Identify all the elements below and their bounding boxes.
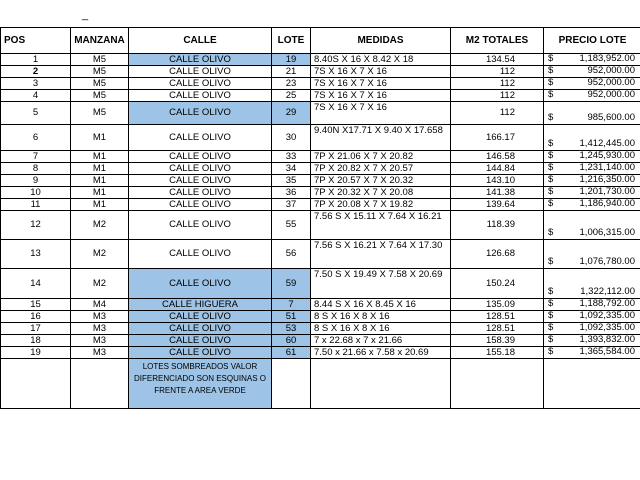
price-amount: 1,322,112.00 (580, 286, 635, 297)
cell-medidas: 7S X 16 X 7 X 16 (311, 102, 451, 125)
cell-precio (544, 102, 640, 125)
cell-pos: 12 (1, 211, 71, 240)
cell-medidas: 7.50 S X 19.49 X 7.58 X 20.69 (311, 269, 451, 299)
cell-medidas: 8.40S X 16 X 8.42 X 18 (311, 54, 451, 66)
price-amount: 952,000.00 (587, 77, 635, 88)
currency-symbol: $ (548, 89, 554, 100)
cell-precio (544, 151, 640, 163)
cell-lote: 23 (272, 78, 311, 90)
table-row (1, 125, 640, 151)
cell-pos: 10 (1, 187, 71, 199)
cell-pos: 19 (1, 347, 71, 359)
currency-symbol: $ (548, 112, 554, 123)
cell-m2-totales: 143.10 (451, 175, 544, 187)
cell-manzana: M1 (71, 163, 129, 175)
cell-calle: CALLE OLIVO (129, 199, 272, 211)
cell-medidas: 7P X 21.06 X 7 X 20.82 (311, 151, 451, 163)
cell-calle: CALLE OLIVO (129, 78, 272, 90)
price-amount: 1,188,792.00 (579, 298, 635, 309)
cell-m2-totales: 128.51 (451, 311, 544, 323)
cell-precio (544, 66, 640, 78)
cell-lote: 60 (272, 335, 311, 347)
cell-precio (544, 54, 640, 66)
cell-calle: CALLE OLIVO (129, 151, 272, 163)
cell-pos: 16 (1, 311, 71, 323)
cell-m2-totales: 155.18 (451, 347, 544, 359)
cell-lote: 61 (272, 347, 311, 359)
cell-medidas: 7.56 S X 15.11 X 7.64 X 16.21 (311, 211, 451, 240)
cell-precio (544, 90, 640, 102)
cell-manzana: M3 (71, 347, 129, 359)
table-row (1, 299, 640, 311)
table-row (1, 102, 640, 125)
header-pos: POS (1, 28, 71, 54)
table-row (1, 240, 640, 269)
cell-medidas: 7P X 20.82 X 7 X 20.57 (311, 163, 451, 175)
cell-m2-totales: 128.51 (451, 323, 544, 335)
cell-medidas: 7.56 S X 16.21 X 7.64 X 17.30 (311, 240, 451, 269)
table-row (1, 175, 640, 187)
cell-manzana: M1 (71, 151, 129, 163)
cell-lote: 33 (272, 151, 311, 163)
cell-lote: 7 (272, 299, 311, 311)
price-amount: 1,006,315.00 (579, 227, 635, 238)
currency-symbol: $ (548, 150, 554, 161)
currency-symbol: $ (548, 334, 554, 345)
cell-precio (544, 269, 640, 299)
cell-medidas: 7P X 20.32 X 7 X 20.08 (311, 187, 451, 199)
cell-medidas: 8 S X 16 X 8 X 16 (311, 311, 451, 323)
cell-calle: CALLE OLIVO (129, 311, 272, 323)
price-amount: 1,365,584.00 (579, 346, 635, 357)
header-manzana: MANZANA (71, 28, 129, 54)
cell-m2-totales: 112 (451, 90, 544, 102)
table-row (1, 90, 640, 102)
currency-symbol: $ (548, 198, 554, 209)
note-empty-cell (71, 359, 129, 409)
price-amount: 1,216,350.00 (579, 174, 635, 185)
cell-m2-totales: 150.24 (451, 269, 544, 299)
cell-manzana: M5 (71, 102, 129, 125)
cell-manzana: M4 (71, 299, 129, 311)
shading-note: LOTES SOMBREADOS VALOR DIFERENCIADO SON ESQUINAS O FRENTE A AREA VERDE (129, 359, 272, 409)
note-empty-cell (1, 359, 71, 409)
cell-lote: 56 (272, 240, 311, 269)
currency-symbol: $ (548, 186, 554, 197)
cell-calle: CALLE OLIVO (129, 54, 272, 66)
currency-symbol: $ (548, 346, 554, 357)
cell-medidas: 7P X 20.57 X 7 X 20.32 (311, 175, 451, 187)
cell-medidas: 9.40N X17.71 X 9.40 X 17.658 (311, 125, 451, 151)
price-amount: 1,393,832.00 (579, 334, 635, 345)
note-empty-cell (272, 359, 311, 409)
cell-lote: 21 (272, 66, 311, 78)
cell-calle: CALLE OLIVO (129, 90, 272, 102)
table-row (1, 151, 640, 163)
cell-manzana: M1 (71, 125, 129, 151)
currency-symbol: $ (548, 174, 554, 185)
cell-precio (544, 240, 640, 269)
cell-pos: 7 (1, 151, 71, 163)
cell-manzana: M3 (71, 311, 129, 323)
cell-m2-totales: 139.64 (451, 199, 544, 211)
currency-symbol: $ (548, 286, 554, 297)
cell-calle: CALLE OLIVO (129, 187, 272, 199)
header-lote: LOTE (272, 28, 311, 54)
table-row (1, 335, 640, 347)
cell-medidas: 7P X 20.08 X 7 X 19.82 (311, 199, 451, 211)
cell-pos: 15 (1, 299, 71, 311)
currency-symbol: $ (548, 65, 554, 76)
cell-m2-totales: 134.54 (451, 54, 544, 66)
price-amount: 1,183,952.00 (579, 53, 635, 64)
table-row (1, 323, 640, 335)
currency-symbol: $ (548, 310, 554, 321)
table-row (1, 347, 640, 359)
note-empty-cell (451, 359, 544, 409)
cell-manzana: M3 (71, 335, 129, 347)
cell-calle: CALLE OLIVO (129, 269, 272, 299)
cell-pos: 14 (1, 269, 71, 299)
cell-precio (544, 163, 640, 175)
cell-precio (544, 335, 640, 347)
cell-lote: 25 (272, 90, 311, 102)
cell-manzana: M3 (71, 323, 129, 335)
cell-m2-totales: 141.38 (451, 187, 544, 199)
cell-precio (544, 199, 640, 211)
price-amount: 1,412,445.00 (579, 138, 635, 149)
header-medidas: MEDIDAS (311, 28, 451, 54)
cell-pos: 3 (1, 78, 71, 90)
cell-lote: 55 (272, 211, 311, 240)
currency-symbol: $ (548, 256, 554, 267)
cell-calle: CALLE OLIVO (129, 211, 272, 240)
header-calle: CALLE (129, 28, 272, 54)
cell-manzana: M2 (71, 269, 129, 299)
cell-precio (544, 125, 640, 151)
note-empty-cell (544, 359, 640, 409)
cell-calle: CALLE HIGUERA (129, 299, 272, 311)
table-row (1, 187, 640, 199)
currency-symbol: $ (548, 162, 554, 173)
cell-medidas: 7S X 16 X 7 X 16 (311, 66, 451, 78)
cell-medidas: 7 x 22.68 x 7 x 21.66 (311, 335, 451, 347)
cell-m2-totales: 126.68 (451, 240, 544, 269)
header-row (1, 28, 640, 54)
price-amount: 985,600.00 (587, 112, 635, 123)
cell-m2-totales: 158.39 (451, 335, 544, 347)
top-mark: _ (82, 9, 89, 21)
table-row (1, 163, 640, 175)
cell-lote: 34 (272, 163, 311, 175)
cell-calle: CALLE OLIVO (129, 102, 272, 125)
cell-pos: 18 (1, 335, 71, 347)
table-row (1, 66, 640, 78)
cell-lote: 36 (272, 187, 311, 199)
price-amount: 1,186,940.00 (579, 198, 635, 209)
price-amount: 1,245,930.00 (579, 150, 635, 161)
cell-m2-totales: 112 (451, 102, 544, 125)
cell-pos: 4 (1, 90, 71, 102)
cell-precio (544, 347, 640, 359)
cell-pos: 9 (1, 175, 71, 187)
currency-symbol: $ (548, 322, 554, 333)
cell-m2-totales: 135.09 (451, 299, 544, 311)
note-row (1, 359, 640, 409)
cell-manzana: M2 (71, 211, 129, 240)
price-amount: 952,000.00 (587, 65, 635, 76)
cell-calle: CALLE OLIVO (129, 125, 272, 151)
table-row (1, 199, 640, 211)
cell-calle: CALLE OLIVO (129, 323, 272, 335)
cell-calle: CALLE OLIVO (129, 66, 272, 78)
cell-lote: 30 (272, 125, 311, 151)
table-row (1, 211, 640, 240)
cell-lote: 53 (272, 323, 311, 335)
cell-manzana: M5 (71, 78, 129, 90)
cell-manzana: M5 (71, 90, 129, 102)
cell-calle: CALLE OLIVO (129, 347, 272, 359)
cell-pos: 11 (1, 199, 71, 211)
cell-manzana: M5 (71, 66, 129, 78)
cell-m2-totales: 166.17 (451, 125, 544, 151)
cell-manzana: M1 (71, 187, 129, 199)
price-amount: 1,092,335.00 (579, 322, 635, 333)
cell-pos: 5 (1, 102, 71, 125)
cell-calle: CALLE OLIVO (129, 335, 272, 347)
cell-medidas: 7S X 16 X 7 X 16 (311, 78, 451, 90)
cell-m2-totales: 112 (451, 78, 544, 90)
price-amount: 1,076,780.00 (579, 256, 635, 267)
cell-pos: 8 (1, 163, 71, 175)
header-m2-totales: M2 TOTALES (451, 28, 544, 54)
lots-price-table (0, 27, 640, 409)
header-precio-lote: PRECIO LOTE (544, 28, 640, 54)
cell-manzana: M1 (71, 199, 129, 211)
currency-symbol: $ (548, 138, 554, 149)
cell-lote: 35 (272, 175, 311, 187)
cell-precio (544, 299, 640, 311)
cell-precio (544, 175, 640, 187)
cell-medidas: 7.50 x 21.66 x 7.58 x 20.69 (311, 347, 451, 359)
cell-lote: 29 (272, 102, 311, 125)
note-empty-cell (311, 359, 451, 409)
cell-pos: 13 (1, 240, 71, 269)
cell-pos: 2 (1, 66, 71, 78)
cell-precio (544, 311, 640, 323)
cell-precio (544, 78, 640, 90)
cell-calle: CALLE OLIVO (129, 240, 272, 269)
cell-calle: CALLE OLIVO (129, 163, 272, 175)
cell-pos: 6 (1, 125, 71, 151)
cell-lote: 19 (272, 54, 311, 66)
cell-lote: 37 (272, 199, 311, 211)
cell-manzana: M5 (71, 54, 129, 66)
cell-calle: CALLE OLIVO (129, 175, 272, 187)
cell-lote: 51 (272, 311, 311, 323)
cell-precio (544, 187, 640, 199)
cell-pos: 17 (1, 323, 71, 335)
currency-symbol: $ (548, 53, 554, 64)
cell-medidas: 8.44 S X 16 X 8.45 X 16 (311, 299, 451, 311)
table-row (1, 78, 640, 90)
price-amount: 952,000.00 (587, 89, 635, 100)
cell-precio (544, 323, 640, 335)
table-row (1, 54, 640, 66)
cell-medidas: 8 S X 16 X 8 X 16 (311, 323, 451, 335)
currency-symbol: $ (548, 227, 554, 238)
currency-symbol: $ (548, 77, 554, 88)
cell-precio (544, 211, 640, 240)
currency-symbol: $ (548, 298, 554, 309)
cell-manzana: M2 (71, 240, 129, 269)
price-amount: 1,201,730.00 (579, 186, 635, 197)
cell-m2-totales: 112 (451, 66, 544, 78)
cell-manzana: M1 (71, 175, 129, 187)
cell-pos: 1 (1, 54, 71, 66)
cell-lote: 59 (272, 269, 311, 299)
price-amount: 1,092,335.00 (579, 310, 635, 321)
price-amount: 1,231,140.00 (579, 162, 635, 173)
table-row (1, 269, 640, 299)
cell-m2-totales: 118.39 (451, 211, 544, 240)
cell-medidas: 7S X 16 X 7 X 16 (311, 90, 451, 102)
cell-m2-totales: 144.84 (451, 163, 544, 175)
cell-m2-totales: 146.58 (451, 151, 544, 163)
table-row (1, 311, 640, 323)
